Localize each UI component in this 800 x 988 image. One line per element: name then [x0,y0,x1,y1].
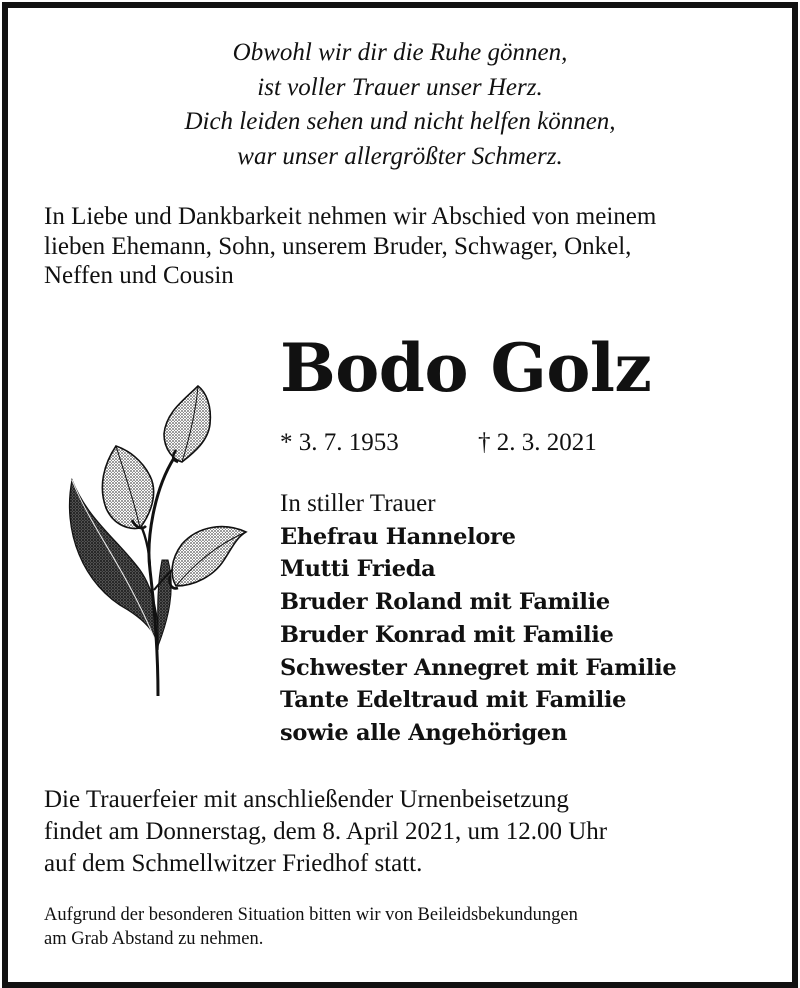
service-line: auf dem Schmellwitzer Friedhof statt. [44,850,423,877]
mourner-entry: Ehefrau Hannelore [280,523,516,550]
memorial-poem [8,36,792,174]
mourner-entry: Mutti Frieda [280,556,436,583]
life-dates [280,426,700,460]
birth-date: * 3. 7. 1953 [280,429,399,456]
poem-line: ist voller Trauer unser Herz. [257,73,543,101]
poem-line: war unser allergrößter Schmerz. [237,142,563,170]
obituary-notice [2,2,798,988]
note-line: am Grab Abstand zu nehmen. [44,928,264,949]
poem-line: Dich leiden sehen und nicht helfen können, [184,108,616,135]
mourners-lead: In stiller Trauer [280,490,436,517]
service-line: findet am Donnerstag, dem 8. April 2021, um 12.00 Uhr [44,818,608,845]
intro-line: In Liebe und Dankbarkeit nehmen wir Abschied von meinem [44,203,657,230]
death-date: † 2. 3. 2021 [478,429,597,456]
mourner-entry: Bruder Roland mit Familie [280,589,610,616]
intro-line: lieben Ehemann, Sohn, unserem Bruder, Schwager, Onkel, [44,232,632,260]
poem-line: Obwohl wir dir die Ruhe gönnen, [232,39,568,66]
funeral-service-info [44,784,784,880]
mourner-entry: Tante Edeltraud mit Familie [280,687,627,714]
calla-lily-icon [58,380,258,696]
mourners-list [280,488,780,750]
mourner-entry: Schwester Annegret mit Familie [280,654,677,681]
note-line: Aufgrund der besonderen Situation bitten wir von Beileidsbekundungen [44,905,578,925]
mourner-entry: sowie alle Angehörigen [280,719,567,746]
intro-line: Neffen und Cousin [44,262,234,289]
farewell-intro [44,202,784,291]
deceased-name: Bodo Golz [280,329,652,407]
mourner-entry: Bruder Konrad mit Familie [280,621,614,648]
condolence-note [44,904,784,951]
service-line: Die Trauerfeier mit anschließender Urnenbeisetzung [44,786,569,813]
